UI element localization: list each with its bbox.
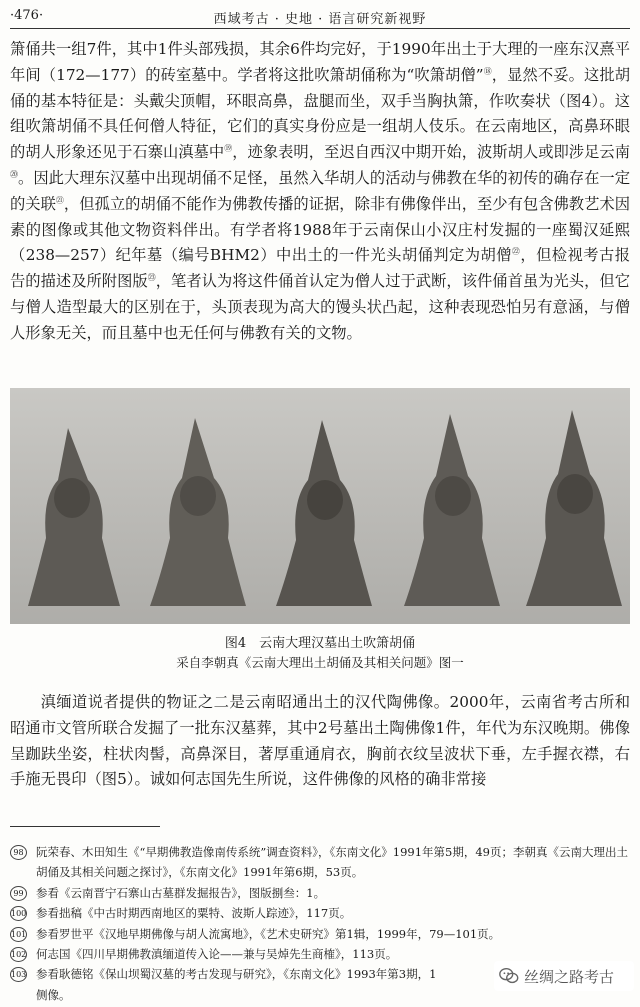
footnote-98 xyxy=(10,842,630,883)
page-number: ·476· xyxy=(10,8,44,23)
footnote-101 xyxy=(10,924,630,944)
account-watermark[interactable] xyxy=(494,961,634,991)
para2-text: 滇缅道说者提供的物证之二是云南昭通出土的汉代陶佛像。2000年，云南省考古所和昭通市文管所联合发掘了一批东汉墓葬，其中2号墓出土陶佛像1件，年代为东汉晚期。佛像呈跏趺坐姿，柱状肉髻，高鼻深目，著厚重通肩衣，胸前衣纹呈波状下垂，左手握衣襟，右手施无畏印（图5）。诚如何志国先生所说，这件佛像的风格的确非常接 xyxy=(10,693,630,789)
footnote-text: 何志国《四川早期佛教滇缅道传入论——兼与吴焯先生商榷》，113页。 xyxy=(36,947,398,962)
footnote-text: 侧像。 xyxy=(36,987,71,1002)
paragraph-2 xyxy=(10,690,630,793)
figure-caption: 图4 云南大理汉墓出土吹箫胡俑 xyxy=(224,636,416,651)
watermark-text: 丝绸之路考古 xyxy=(524,968,615,986)
footnote-ref-101[interactable]: ㉑ xyxy=(55,195,64,205)
para1-text-2: ，显然不妥。这批胡俑的基本特征是：头戴尖顶帽，环眼高鼻，盘腿而坐，双手当胸执箫，作吹奏状（图4）。这组吹箫胡俑不具任何僧人特征，它们的真实身份应是一组胡人伎乐。在云南地区，高鼻环眼的胡人形象还见于石寨山滇墓中 xyxy=(10,65,630,162)
footnote-text: 参看罗世平《汉地早期佛像与胡人流寓地》，《艺术史研究》第1辑，1999年，79—101页。 xyxy=(36,926,501,941)
footnote-ref-102[interactable]: ㉒ xyxy=(511,247,521,257)
footnote-text: 参看拙稿《中古时期西南地区的粟特、波斯人踪迹》，117页。 xyxy=(36,906,352,921)
footnote-99 xyxy=(10,883,630,903)
footnote-100 xyxy=(10,903,630,923)
footnote-text: 阮荣春、木田知生《“早期佛教造像南传系统”调查资料》，《东南文化》1991年第5期，49页；李朝真《云南大理出土胡俑及其相关问题之探讨》，《东南文化》1991年第6期，53页。 xyxy=(36,845,628,880)
footnote-number: 103 xyxy=(10,967,27,982)
footnote-rule xyxy=(10,826,160,827)
footnote-text: 参看《云南晋宁石寨山古墓群发掘报告》，图版捌叁：1。 xyxy=(36,885,326,900)
footnote-number: 98 xyxy=(10,845,27,860)
footnote-ref-99[interactable]: ⑲ xyxy=(224,144,233,154)
para1-text-1: 箫俑共一组7件，其中1件头部残损，其余6件均完好，于1990年出土于大理的一座东汉熹平年间（172—177）的砖室墓中。学者将这批吹箫胡俑称为“吹箫胡僧” xyxy=(10,40,630,84)
footnote-number: 100 xyxy=(10,906,27,921)
footnote-ref-100[interactable]: ⑳ xyxy=(10,169,19,179)
para1-text-5: ，但孤立的胡俑不能作为佛教传播的证据，除非有佛像伴出，至少有包含佛教艺术因素的图像或其他文物资料伴出。有学者将1988年于云南保山小汉庄村发掘的一座蜀汉延熙（238—257）纪年墓（编号BHM2）中出土的一件光头胡俑判定为胡僧 xyxy=(10,194,630,265)
running-header xyxy=(10,6,630,29)
para1-text-3: ，迹象表明，至迟自西汉中期开始，波斯胡人或即涉足云南 xyxy=(232,143,630,162)
footnote-ref-98[interactable]: ⑱ xyxy=(483,66,492,76)
paragraph-1 xyxy=(10,37,630,347)
running-title: 西域考古 · 史地 · 语言研究新视野 xyxy=(213,12,427,27)
footnote-number: 102 xyxy=(10,947,27,962)
footnote-number: 101 xyxy=(10,927,27,942)
para1-text-7: ，笔者认为将这件俑首认定为僧人过于武断，该件俑首虽为光头，但它与僧人造型最大的区别在于，头顶表现为高大的馒头状凸起，这种表现恐怕另有意涵，与僧人形象无关，而且墓中也无任何与佛教有关的文物。 xyxy=(10,272,630,342)
wechat-icon xyxy=(498,965,520,987)
footnote-number: 99 xyxy=(10,886,27,901)
footnote-text: 参看耿德铭《保山坝蜀汉墓的考古发现与研究》，《东南文化》1993年第3期，1 xyxy=(36,967,437,982)
figure-source: 采自李朝真《云南大理出土胡俑及其相关问题》图一 xyxy=(176,655,464,670)
para1-text-6: ，但检视考古报告的描述及所附图版 xyxy=(10,246,631,291)
footnote-ref-103[interactable]: ㉓ xyxy=(147,273,156,283)
para1-text-4: 。因此大理东汉墓中出现胡俑不足怪，虽然入华胡人的活动与佛教在华的初传的确存在一定的关联 xyxy=(10,168,630,213)
figure-4-photo xyxy=(10,388,630,624)
